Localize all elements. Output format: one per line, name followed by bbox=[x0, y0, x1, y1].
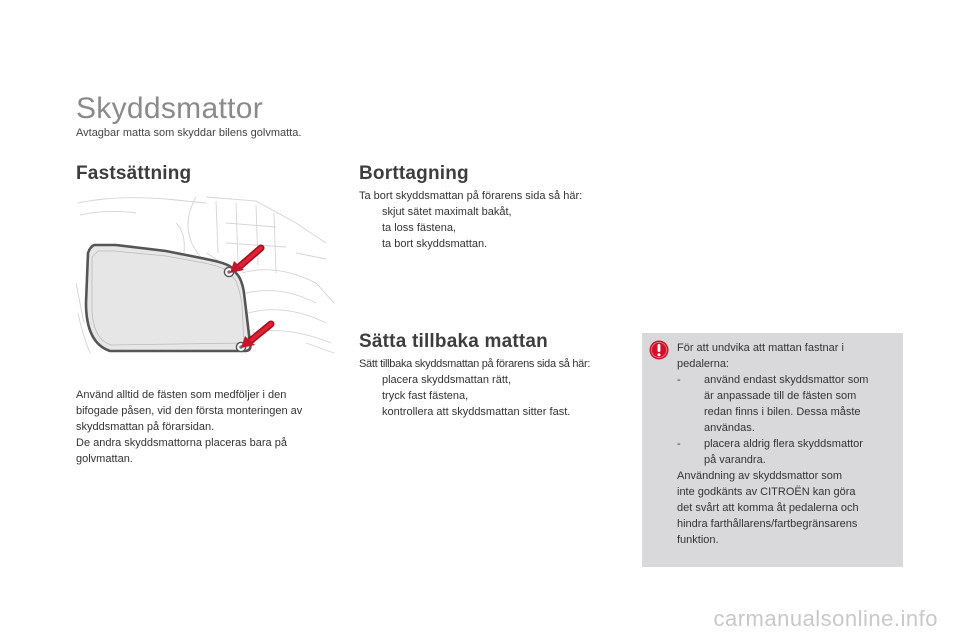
fastsattning-text bbox=[76, 387, 346, 467]
page-title: Skyddsmattor bbox=[76, 92, 263, 125]
note-line: pedalerna: bbox=[677, 358, 729, 370]
arrow-icon bbox=[230, 248, 261, 273]
note-line: det svårt att komma åt pedalerna och bbox=[677, 502, 859, 514]
note-line: inte godkänts av CITROËN kan göra bbox=[677, 486, 856, 498]
section-heading-fastsattning: Fastsättning bbox=[76, 163, 192, 184]
list-item: skjut sätet maximalt bakåt, bbox=[382, 206, 512, 218]
footer-watermark: carmanualsonline.info bbox=[713, 606, 938, 631]
warning-exclamation-icon bbox=[649, 340, 669, 360]
note-line: hindra farthållarens/fartbegränsarens bbox=[677, 518, 858, 530]
section-heading-borttagning: Borttagning bbox=[359, 163, 469, 184]
list-item: placera skyddsmattan rätt, bbox=[382, 374, 512, 386]
floor-mat-illustration bbox=[76, 193, 337, 361]
borttagning-list bbox=[359, 204, 629, 252]
text-line: bifogade påsen, vid den första monteringen av bbox=[76, 405, 303, 417]
warning-note-text bbox=[677, 340, 891, 548]
note-dash-item: - placera aldrig flera skyddsmattor på varandra. bbox=[677, 438, 863, 466]
note-line: funktion. bbox=[677, 534, 719, 546]
list-item: tryck fast fästena, bbox=[382, 390, 469, 402]
list-item: kontrollera att skyddsmattan sitter fast. bbox=[382, 406, 571, 418]
borttagning-intro: Ta bort skyddsmattan på förarens sida så här: bbox=[359, 190, 583, 202]
text-line: De andra skyddsmattorna placeras bara på bbox=[76, 437, 287, 449]
satta-tillbaka-block bbox=[359, 356, 634, 420]
list-item: ta loss fästena, bbox=[382, 222, 456, 234]
page-subtitle: Avtagbar matta som skyddar bilens golvmatta. bbox=[76, 127, 302, 139]
satta-tillbaka-list bbox=[359, 372, 634, 420]
text-line: skyddsmattan på förarsidan. bbox=[76, 421, 215, 433]
note-line: För att undvika att mattan fastnar i bbox=[677, 342, 844, 354]
warning-note-box bbox=[642, 333, 903, 567]
note-dash-item: - använd endast skyddsmattor som är anpassade till de fästen som redan finns i bilen. Dessa måste användas. bbox=[677, 374, 869, 434]
note-line: Användning av skyddsmattor som bbox=[677, 470, 843, 482]
list-item: ta bort skyddsmattan. bbox=[382, 238, 488, 250]
borttagning-block bbox=[359, 188, 629, 252]
satta-tillbaka-intro: Sätt tillbaka skyddsmattan på förarens sida så här: bbox=[359, 358, 591, 370]
text-line: Använd alltid de fästen som medföljer i den bbox=[76, 389, 287, 401]
section-heading-satta-tillbaka: Sätta tillbaka mattan bbox=[359, 331, 548, 352]
text-line: golvmattan. bbox=[76, 453, 133, 465]
